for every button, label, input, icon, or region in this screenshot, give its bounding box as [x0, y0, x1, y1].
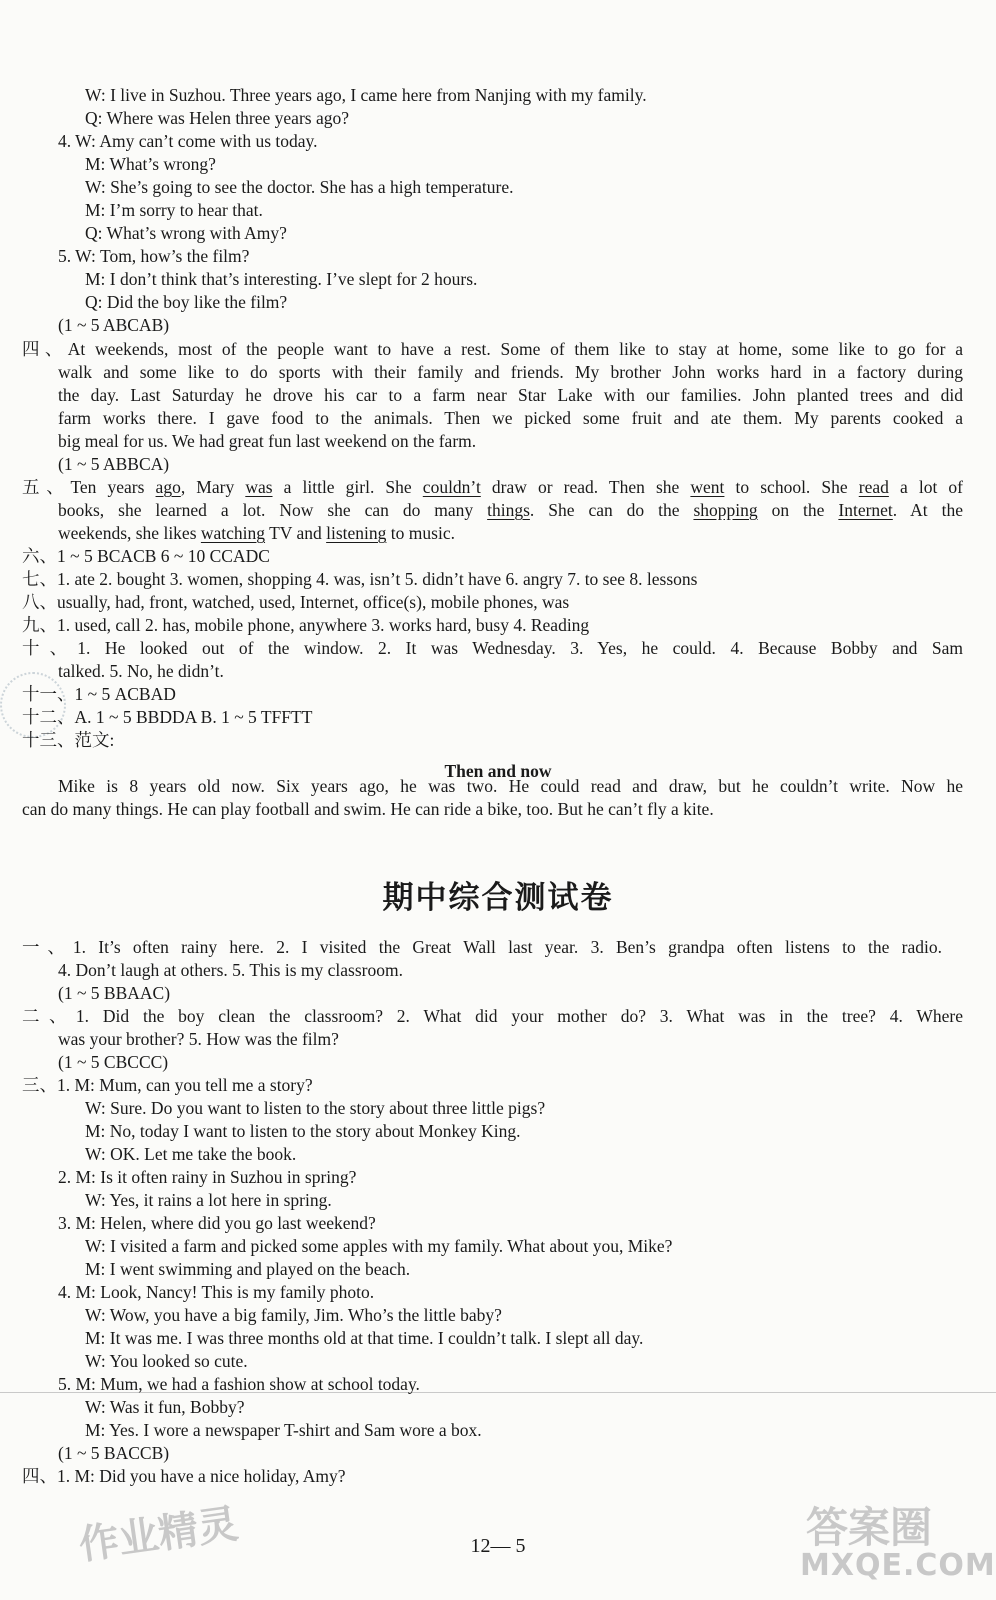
text: TV and	[265, 523, 327, 543]
dialogue-line: 三、1. M: Mum, can you tell me a story?	[22, 1075, 313, 1095]
answer-key: (1 ~ 5 ABBCA)	[58, 454, 170, 474]
watermark-logo: 作业精灵	[76, 1501, 241, 1569]
text: weekends, she likes	[58, 523, 201, 543]
watermark-logo: 答案圈	[806, 1503, 933, 1552]
cloze-answer: Internet	[838, 500, 893, 520]
text: a little girl. She	[272, 477, 423, 497]
dialogue-line: 3. M: Helen, where did you go last weekend?	[58, 1213, 376, 1233]
page-title: 期中综合测试卷	[382, 880, 614, 916]
cloze-line	[22, 476, 963, 498]
cloze-answer: was	[245, 477, 273, 497]
text: , Mary	[180, 477, 246, 497]
cloze-answer: shopping	[693, 500, 758, 520]
dialogue-line: M: I don’t think that’s interesting. I’ve slept for 2 hours.	[85, 269, 478, 289]
text: . At the	[892, 500, 963, 520]
passage-line: the day. Last Saturday he drove his car to a farm near Star Lake with our families. John planted trees and did	[58, 385, 963, 405]
dialogue-line: W: Sure. Do you want to listen to the story about three little pigs?	[85, 1098, 546, 1118]
answer-line: 4. Don’t laugh at others. 5. This is my classroom.	[58, 960, 403, 980]
essay-line: can do many things. He can play football and swim. He can ride a bike, too. But he can’t fly a kite.	[22, 799, 714, 819]
dialogue-line: W: You looked so cute.	[85, 1351, 248, 1371]
answer-line: 十一、1 ~ 5 ACBAD	[22, 684, 176, 704]
dialogue-line: 5. W: Tom, how’s the film?	[58, 246, 250, 266]
cloze-answer: read	[858, 477, 889, 497]
dialogue-line: Q: Where was Helen three years ago?	[85, 108, 349, 128]
cloze-line	[58, 522, 455, 544]
answer-line: 十三、范文:	[22, 730, 115, 750]
answer-line: was your brother? 5. How was the film?	[58, 1029, 339, 1049]
text: on the	[757, 500, 839, 520]
answer-line: 二、1. Did the boy clean the classroom? 2. What did your mother do? 3. What was in the tree? 4. Where	[22, 1006, 963, 1026]
answer-key: (1 ~ 5 BACCB)	[58, 1443, 170, 1463]
text: books, she learned a lot. Now she can do many	[58, 500, 488, 520]
dialogue-line: 4. W: Amy can’t come with us today.	[58, 131, 318, 151]
dialogue-line: W: Was it fun, Bobby?	[85, 1397, 245, 1417]
essay-title: Then and now	[444, 761, 552, 781]
dialogue-line: W: Yes, it rains a lot here in spring.	[85, 1190, 332, 1210]
dialogue-line: M: What’s wrong?	[85, 154, 216, 174]
dialogue-line: 5. M: Mum, we had a fashion show at school today.	[58, 1374, 420, 1394]
cloze-line	[58, 499, 963, 521]
page-number: 12— 5	[470, 1535, 526, 1557]
cloze-answer: couldn’t	[422, 477, 481, 497]
dialogue-line: 四、1. M: Did you have a nice holiday, Amy?	[22, 1466, 346, 1486]
answer-key: (1 ~ 5 ABCAB)	[58, 315, 170, 335]
answer-line: 十二、A. 1 ~ 5 BBDDA B. 1 ~ 5 TFFTT	[22, 707, 313, 727]
dialogue-line: W: OK. Let me take the book.	[85, 1144, 297, 1164]
dialogue-line: W: I live in Suzhou. Three years ago, I came here from Nanjing with my family.	[85, 85, 647, 105]
passage-line: walk and some like to do sports with their family and friends. My brother John works hard in a factory during	[58, 362, 963, 382]
answer-line: 六、1 ~ 5 BCACB 6 ~ 10 CCADC	[22, 546, 270, 566]
text: 五、Ten years	[22, 477, 156, 497]
answer-key: (1 ~ 5 CBCCC)	[58, 1052, 169, 1072]
answer-line: 八、usually, had, front, watched, used, Internet, office(s), mobile phones, was	[22, 592, 570, 612]
passage-line: big meal for us. We had great fun last weekend on the farm.	[58, 431, 477, 451]
dialogue-line: M: I’m sorry to hear that.	[85, 200, 263, 220]
cloze-answer: watching	[200, 523, 266, 543]
cloze-answer: ago	[155, 477, 181, 497]
answer-line: 一、1. It’s often rainy here. 2. I visited the Great Wall last year. 3. Ben’s grandpa often listens to the radio.	[22, 937, 942, 957]
answer-line: 十、1. He looked out of the window. 2. It was Wednesday. 3. Yes, he could. 4. Because Bobby and Sam	[22, 638, 963, 658]
text: . She can do the	[529, 500, 694, 520]
answer-line: talked. 5. No, he didn’t.	[58, 661, 224, 681]
answer-line: 七、1. ate 2. bought 3. women, shopping 4. was, isn’t 5. didn’t have 6. angry 7. to see 8. lessons	[22, 569, 698, 589]
text: draw or read. Then she	[480, 477, 691, 497]
dialogue-line: M: No, today I want to listen to the story about Monkey King.	[85, 1121, 521, 1141]
dialogue-line: W: Wow, you have a big family, Jim. Who’s the little baby?	[85, 1305, 502, 1325]
dialogue-line: M: I went swimming and played on the beach.	[85, 1259, 411, 1279]
cloze-answer: went	[690, 477, 725, 497]
dialogue-line: 2. M: Is it often rainy in Suzhou in spring?	[58, 1167, 357, 1187]
watermark-url: MXQE.COM	[800, 1548, 996, 1583]
dialogue-line: W: She’s going to see the doctor. She has a high temperature.	[85, 177, 514, 197]
dialogue-line: 4. M: Look, Nancy! This is my family photo.	[58, 1282, 375, 1302]
passage-line: 四、At weekends, most of the people want to have a rest. Some of them like to stay at home, some like to go for a	[22, 339, 963, 359]
dialogue-line: M: Yes. I wore a newspaper T-shirt and Sam wore a box.	[85, 1420, 482, 1440]
text: to music.	[386, 523, 455, 543]
text: to school. She	[724, 477, 859, 497]
cloze-answer: listening	[326, 523, 387, 543]
dialogue-line: W: I visited a farm and picked some apples with my family. What about you, Mike?	[85, 1236, 673, 1256]
text: a lot of	[888, 477, 963, 497]
answer-line: 九、1. used, call 2. has, mobile phone, anywhere 3. works hard, busy 4. Reading	[22, 615, 590, 635]
answer-key: (1 ~ 5 BBAAC)	[58, 983, 171, 1003]
cloze-answer: things	[487, 500, 530, 520]
dialogue-line: Q: What’s wrong with Amy?	[85, 223, 287, 243]
dialogue-line: Q: Did the boy like the film?	[85, 292, 288, 312]
dialogue-line: M: It was me. I was three months old at that time. I couldn’t talk. I slept all day.	[85, 1328, 644, 1348]
passage-line: farm works there. I gave food to the animals. Then we picked some fruit and ate them. My parents cooked a	[58, 408, 963, 428]
essay-line: Mike is 8 years old now. Six years ago, he was two. He could read and draw, but he couldn’t write. Now he	[58, 776, 963, 796]
